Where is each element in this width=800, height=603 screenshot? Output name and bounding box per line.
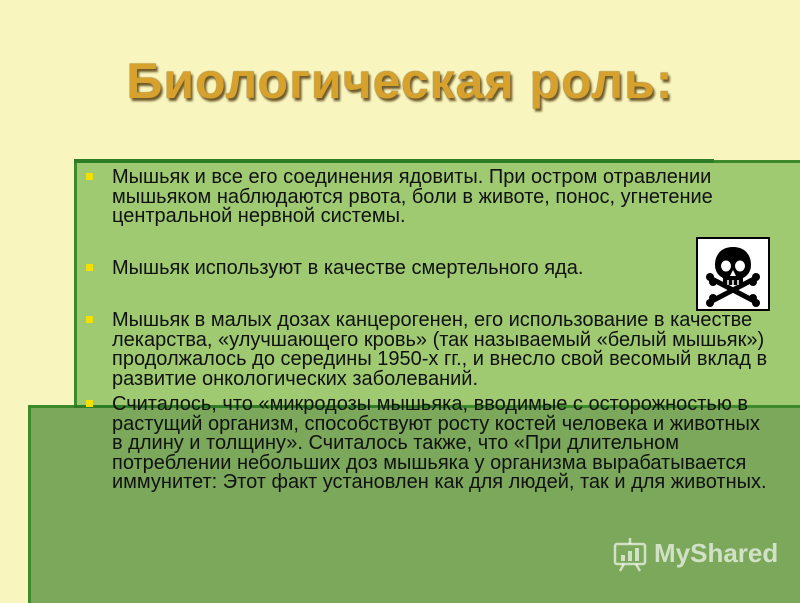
bullet-text: Мышьяк в малых дозах канцерогенен, его использование в качестве лекарства, «улучшающего кровь» (так называемый «белый мышьяк») продолжалось до середины 1950-х гг., и внесло свой весомый вклад в развитие онкологических заболеваний. xyxy=(112,309,768,390)
watermark-text: MyShared xyxy=(654,538,779,568)
watermark-logo xyxy=(612,536,782,572)
bullet-list xyxy=(86,168,776,493)
bullet-marker xyxy=(86,173,93,180)
bullet-text: Мышьяк используют в качестве смертельного яда. xyxy=(112,256,584,279)
list-item xyxy=(86,311,776,389)
list-item xyxy=(86,168,776,227)
bullet-marker xyxy=(86,316,93,323)
list-item xyxy=(86,256,776,279)
bullet-text: Мышьяк и все его соединения ядовиты. При остром отравлении мышьяком наблюдаются рвота, боли в животе, понос, угнетение центральной нервной системы. xyxy=(112,166,713,227)
list-item xyxy=(86,395,776,493)
slide-title: Биологическая роль: xyxy=(126,53,674,109)
panel-top-border xyxy=(74,159,714,163)
presentation-icon xyxy=(612,536,652,572)
bullet-marker xyxy=(86,400,93,407)
bullet-text: Считалось, что «микродозы мышьяка, вводимые с осторожностью в растущий организм, способствуют росту костей человека и животных в длину и толщину». Считалось также, что «При длительном потреблении небольших доз мышьяка у организма вырабатывается иммунитет: Этот факт установлен как для людей, так и для животных. xyxy=(112,393,767,493)
bullet-marker xyxy=(86,264,93,271)
